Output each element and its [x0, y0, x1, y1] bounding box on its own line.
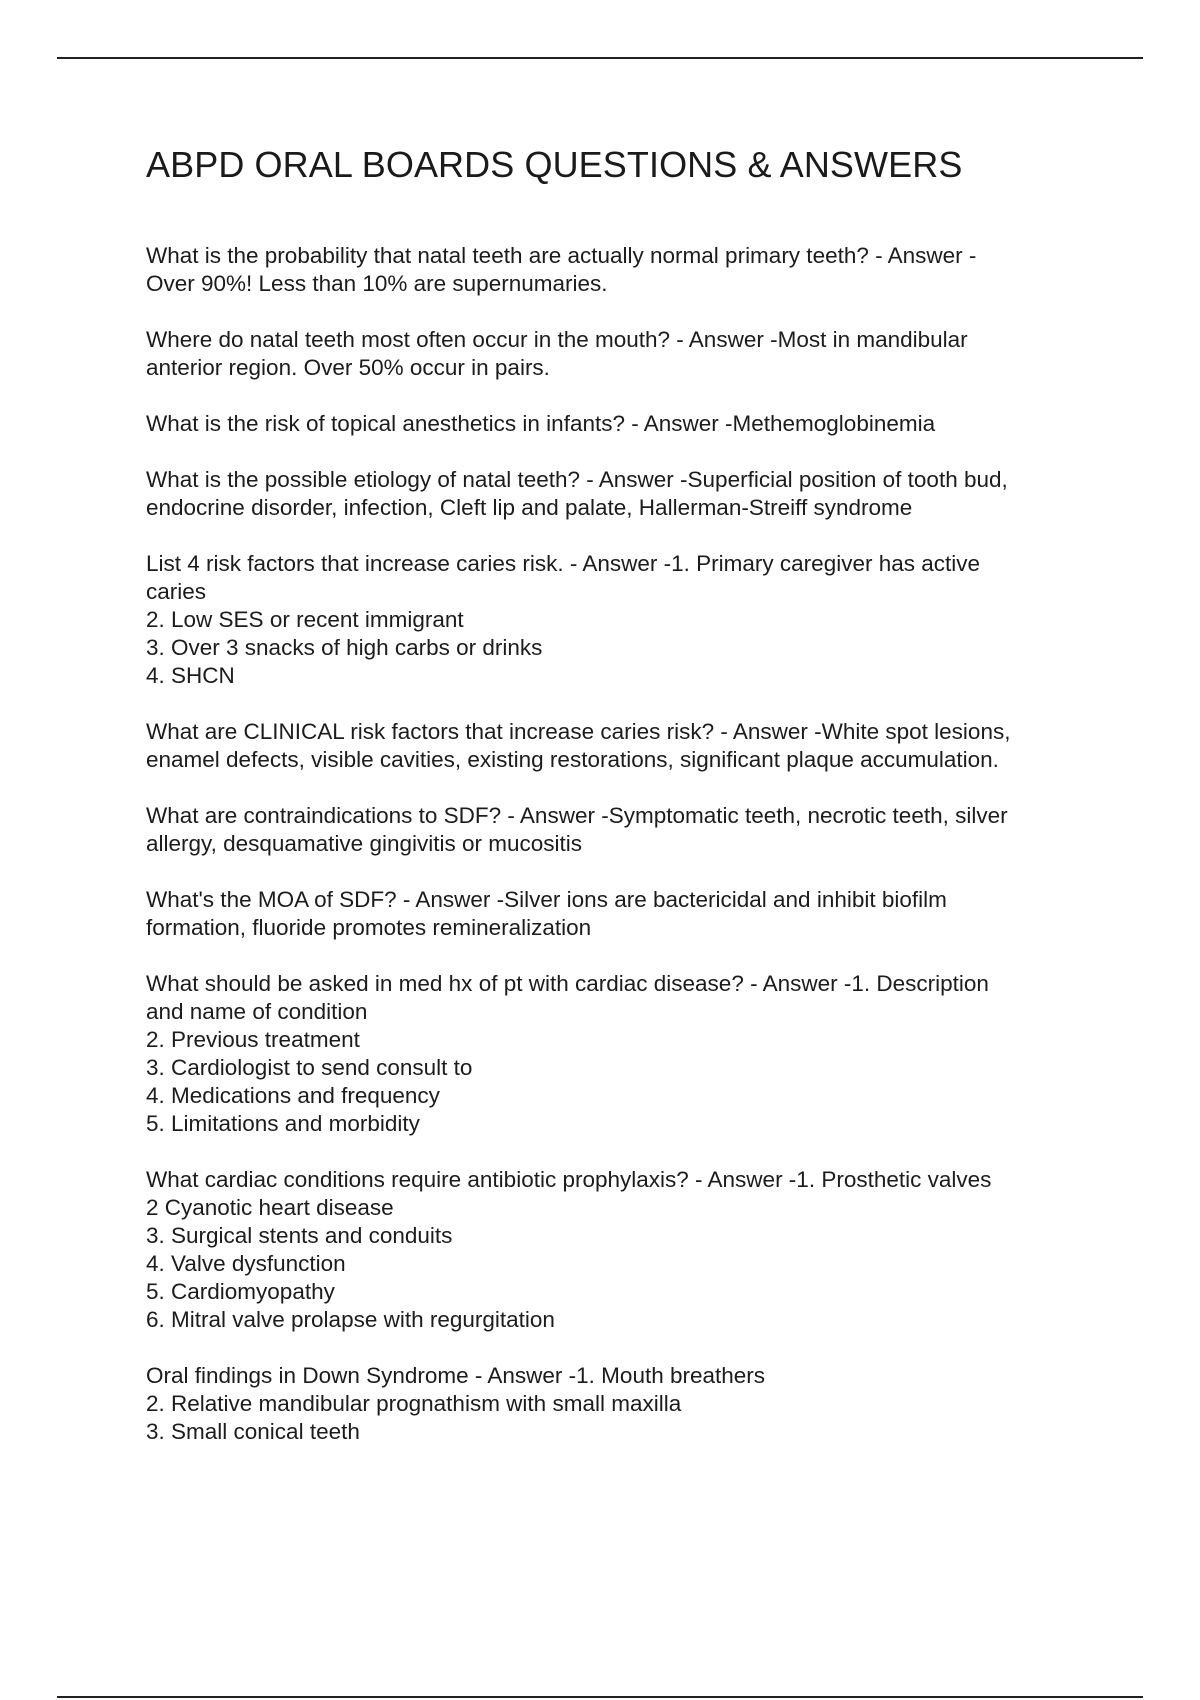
qa-item: Oral findings in Down Syndrome - Answer -1. Mouth breathers 2. Relative mandibular prognathism with small maxilla 3. Small conical teeth	[146, 1363, 766, 1444]
qa-item: What is the probability that natal teeth are actually normal primary teeth? - Answer - Over 90%! Less than 10% are supernumaries.	[146, 243, 977, 296]
qa-item: What cardiac conditions require antibiotic prophylaxis? - Answer -1. Prosthetic valves 2 Cyanotic heart disease 3. Surgical stents and conduits 4. Valve dysfunction 5. Cardiomyopathy 6. Mitral valve prolapse with regurgitation	[146, 1167, 992, 1332]
qa-item: What is the possible etiology of natal teeth? - Answer -Superficial position of tooth bud, endocrine disorder, infection, Cleft lip and palate, Hallerman-Streiff syndrome	[146, 467, 1008, 520]
top-divider	[57, 57, 1143, 59]
bottom-divider	[57, 1696, 1143, 1698]
qa-item: What are contraindications to SDF? - Answer -Symptomatic teeth, necrotic teeth, silver allergy, desquamative gingivitis or mucositis	[146, 803, 1008, 856]
qa-item: What is the risk of topical anesthetics in infants? - Answer -Methemoglobinemia	[146, 411, 936, 436]
qa-item: What are CLINICAL risk factors that increase caries risk? - Answer -White spot lesions, enamel defects, visible cavities, existing restorations, significant plaque accumulation.	[146, 719, 1011, 772]
qa-item: Where do natal teeth most often occur in the mouth? - Answer -Most in mandibular anterior region. Over 50% occur in pairs.	[146, 327, 968, 380]
qa-item: What's the MOA of SDF? - Answer -Silver ions are bactericidal and inhibit biofilm formation, fluoride promotes remineralization	[146, 887, 947, 940]
qa-list	[146, 242, 1096, 1474]
qa-item: What should be asked in med hx of pt with cardiac disease? - Answer -1. Description and name of condition 2. Previous treatment 3. Cardiologist to send consult to 4. Medications and frequency 5. Limitations and morbidity	[146, 971, 989, 1136]
document-title: ABPD ORAL BOARDS QUESTIONS & ANSWERS	[146, 144, 963, 185]
qa-item: List 4 risk factors that increase caries risk. - Answer -1. Primary caregiver has active caries 2. Low SES or recent immigrant 3. Over 3 snacks of high carbs or drinks 4. SHCN	[146, 551, 981, 688]
